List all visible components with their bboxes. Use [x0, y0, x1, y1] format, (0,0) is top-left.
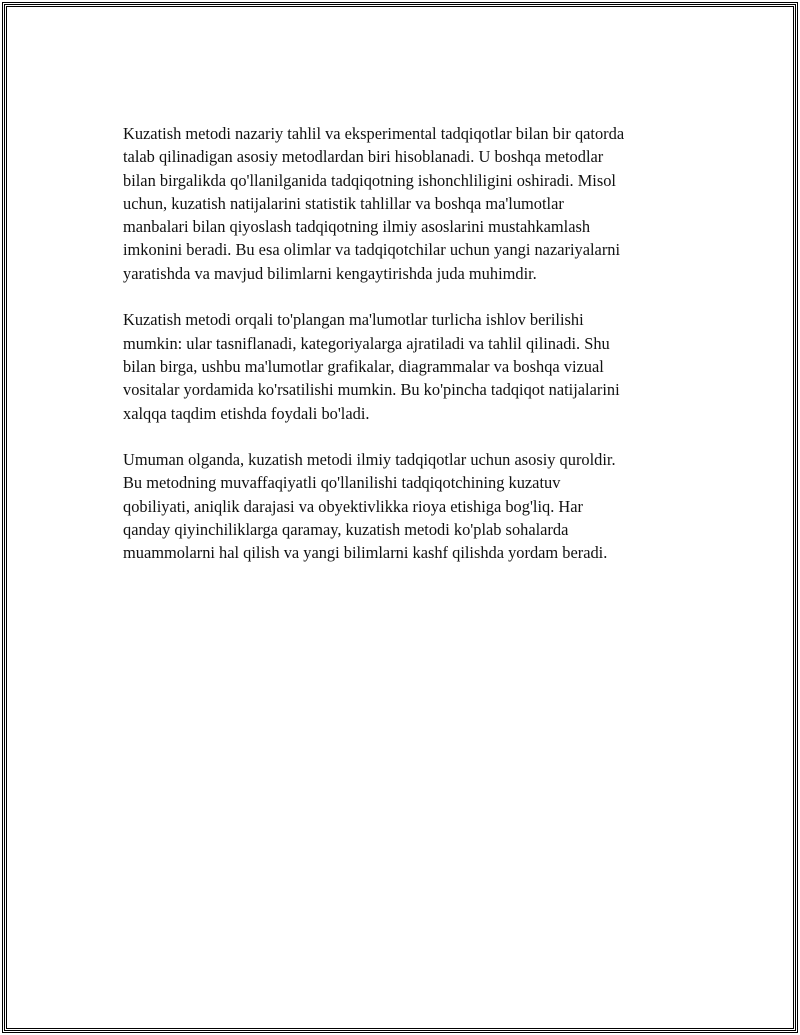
text-line: yaratishda va mavjud bilimlarni kengaytirishda juda muhimdir. — [123, 263, 537, 283]
text-line: muammolarni hal qilish va yangi bilimlarni kashf qilishda yordam beradi. — [123, 543, 608, 563]
paragraph-2 — [123, 308, 698, 424]
text-line: bilan birga, ushbu ma'lumotlar grafikalar, diagrammalar va boshqa vizual — [123, 356, 604, 376]
paragraph-3 — [123, 448, 698, 564]
text-line: Kuzatish metodi nazariy tahlil va eksperimental tadqiqotlar bilan bir qatorda — [123, 124, 625, 143]
paragraph-1 — [123, 122, 698, 285]
text-line: xalqqa taqdim etishda foydali bo'ladi. — [123, 403, 370, 423]
text-line: uchun, kuzatish natijalarini statistik tahlillar va boshqa ma'lumotlar — [123, 193, 564, 213]
document-body — [123, 122, 698, 588]
text-line: Bu metodning muvaffaqiyatli qo'llanilishi tadqiqotchining kuzatuv — [123, 473, 561, 493]
text-line: vositalar yordamida ko'rsatilishi mumkin. Bu ko'pincha tadqiqot natijalarini — [123, 380, 620, 400]
text-line: bilan birgalikda qo'llanilganida tadqiqotning ishonchliligini oshiradi. Misol — [123, 170, 616, 190]
text-line: Kuzatish metodi orqali to'plangan ma'lumotlar turlicha ishlov berilishi — [123, 310, 584, 330]
text-line: Umuman olganda, kuzatish metodi ilmiy tadqiqotlar uchun asosiy quroldir. — [123, 450, 616, 470]
text-line: manbalari bilan qiyoslash tadqiqotning ilmiy asoslarini mustahkamlash — [123, 217, 591, 237]
text-line: imkonini beradi. Bu esa olimlar va tadqiqotchilar uchun yangi nazariyalarni — [123, 240, 621, 260]
text-line: mumkin: ular tasniflanadi, kategoriyalarga ajratiladi va tahlil qilinadi. Shu — [123, 333, 610, 353]
text-line: qobiliyati, aniqlik darajasi va obyektivlikka rioya etishiga bog'liq. Har — [123, 496, 583, 516]
text-line: talab qilinadigan asosiy metodlardan biri hisoblanadi. U boshqa metodlar — [123, 147, 604, 167]
text-line: qanday qiyinchiliklarga qaramay, kuzatish metodi ko'plab sohalarda — [123, 520, 569, 540]
page-border — [2, 2, 798, 1033]
